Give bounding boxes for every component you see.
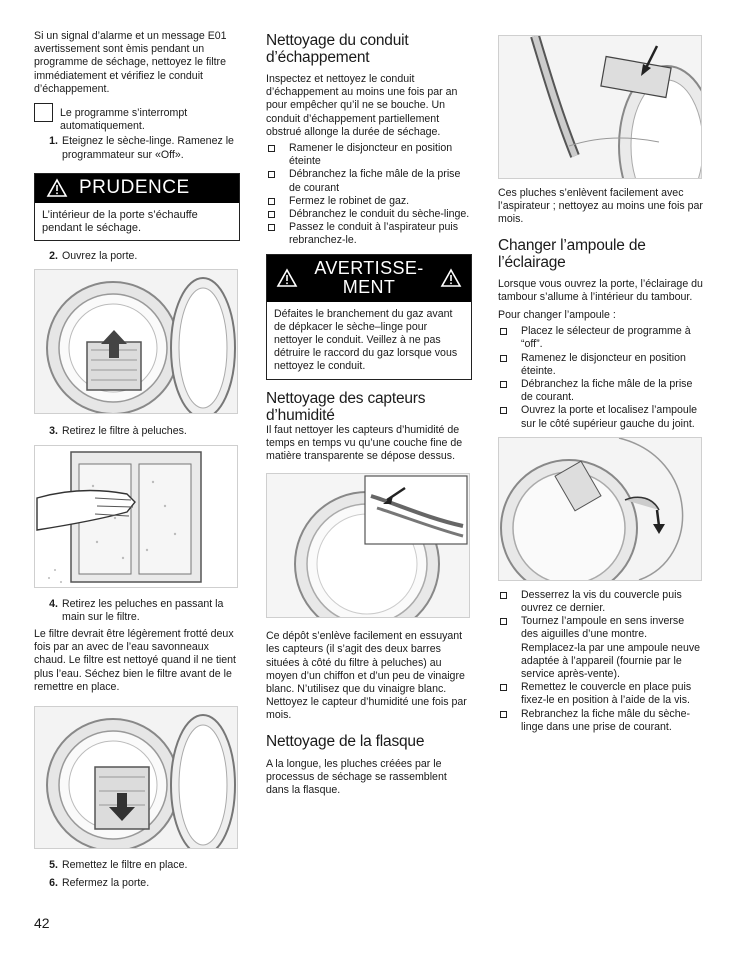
caution-box — [34, 173, 240, 241]
flasque-text: A la longue, les pluches créées par le processus de séchage se rassemblent dans la flasque. — [266, 757, 447, 797]
warning-triangle-icon — [35, 177, 79, 199]
checkbox-icon — [500, 407, 507, 414]
exhaust-duct-text: Inspectez et nettoyez le conduit d’échappement au moins une fois par an pour empêcher qu’il ne se bouche. Un conduit d’échappement partiellement obstrué allonge la durée de séchage. — [266, 73, 458, 138]
list-item: Remettez le couvercle en place puis fixez-le en position à l’aide de la vis. — [498, 681, 704, 707]
warning-triangle-icon — [431, 267, 471, 289]
list-item: Débranchez la fiche mâle de la prise de courant. — [498, 378, 704, 404]
checkbox-icon — [268, 198, 275, 205]
warning-box — [266, 254, 472, 380]
list-item: Débranchez le conduit du sèche-linge. — [266, 208, 472, 221]
step-5: 5. Remettez le filtre en place. — [49, 859, 188, 872]
warning-title: AVERTISSE- MENT — [314, 258, 424, 298]
checkbox-icon — [500, 711, 507, 718]
checkbox-icon — [500, 684, 507, 691]
heading-exhaust-duct: Nettoyage du conduit d’échappement — [266, 32, 409, 66]
filter-paragraph: Le filtre devrait être légèrement frotté deux fois par an avec de l’eau savonneaux chaud. Le filtre est nettoyé quand il ne tient plus l’eau. Séchez bien le filtre avant de le remettre en place. — [34, 628, 237, 693]
checkbox-icon — [500, 355, 507, 362]
warning-header — [267, 255, 471, 302]
warning-triangle-icon — [267, 267, 307, 289]
vacuum-caption: Ces pluches s’enlèvent facilement avec l’aspirateur ; nettoyez au moins une fois par mois. — [498, 187, 703, 226]
column-3 — [498, 35, 704, 734]
column-1 — [34, 30, 240, 890]
caution-header — [35, 174, 239, 203]
checkbox-icon — [500, 592, 507, 599]
stop-note: Le programme s’interrompt automatiquement. — [34, 103, 240, 133]
illustration-replace-filter — [34, 706, 238, 849]
step-4: 4. Retirez les peluches en passant la main sur le filtre. — [49, 597, 224, 623]
column-2 — [266, 32, 472, 797]
list-item: Ramenez le disjoncteur en position éteinte. — [498, 352, 704, 378]
step-3: 3. Retirez le filtre à peluches. — [49, 425, 187, 438]
exhaust-duct-list — [266, 142, 472, 248]
checkbox-icon — [268, 145, 275, 152]
illustration-humidity-sensors — [266, 473, 470, 618]
illustration-remove-filter — [34, 445, 238, 588]
step-2: 2. Ouvrez la porte. — [49, 250, 138, 263]
checkbox-icon — [500, 328, 507, 335]
checkbox-icon — [268, 211, 275, 218]
checkbox-icon — [268, 224, 275, 231]
illustration-lamp — [498, 437, 702, 581]
step-6: 6. Refermez la porte. — [49, 877, 150, 890]
list-item: Tournez l’ampoule en sens inverse des aiguilles d’une montre. Remplacez-la par une ampoule neuve adaptée à l’appareil (fournie par le service après-vente). — [498, 615, 704, 681]
step-1: 1. Eteignez le sèche-linge. Ramenez le programmateur sur «Off». — [49, 135, 234, 161]
list-item: Ouvrez la porte et localisez l’ampoule sur le côté supérieur gauche du joint. — [498, 404, 704, 430]
checkbox-icon — [500, 618, 507, 625]
list-item: Desserrez la vis du couvercle puis ouvrez ce dernier. — [498, 589, 704, 615]
humidity-sensors-paragraph: Ce dépôt s’enlève facilement en essuyant les capteurs (il s’agit des deux barres situées à côté du filtre à peluches) au moyen d’un chiffon et d’un peu de vinaigre blanc. N’utilisez que du vinaigre blanc. Nettoyez le capteur d’humidité une fois par mois. — [266, 630, 467, 722]
humidity-sensors-text: Il faut nettoyer les capteurs d’humidité de temps en temps vu qu’une couche fine de matière transparente se dépose dessus. — [266, 423, 463, 463]
lamp-list-1 — [498, 325, 704, 431]
list-item: Débranchez la fiche mâle de la prise de courant — [266, 168, 472, 194]
list-item: Passez le conduit à l’aspirateur puis rebranchez-le. — [266, 221, 472, 247]
caution-text: L’intérieur de la porte s’échauffe pendant le séchage. — [42, 208, 198, 235]
lamp-list-2 — [498, 589, 704, 734]
note-box-icon — [34, 103, 53, 122]
heading-flasque: Nettoyage de la flasque — [266, 732, 425, 750]
list-item: Ramener le disjoncteur en position éteinte — [266, 142, 472, 168]
caution-title: PRUDENCE — [79, 177, 190, 199]
page-number: 42 — [34, 915, 50, 931]
lamp-how-to: Pour changer l’ampoule : — [498, 309, 616, 322]
heading-humidity-sensors: Nettoyage des capteurs d’humidité — [266, 389, 426, 424]
heading-lamp: Changer l’ampoule de l’éclairage — [498, 236, 646, 271]
list-item: Fermez le robinet de gaz. — [266, 195, 472, 208]
lamp-text: Lorsque vous ouvrez la porte, l’éclairage du tambour s’allume à l’intérieur du tambour. — [498, 277, 703, 303]
list-item: Rebranchez la fiche mâle du sèche-linge dans une prise de courant. — [498, 708, 704, 734]
illustration-open-door — [34, 269, 238, 414]
illustration-vacuum-lint — [498, 35, 702, 179]
checkbox-icon — [500, 381, 507, 388]
warning-text: Défaites le branchement du gaz avant de dépkacer le sèche–linge pour nettoyer le conduit. Veillez à ne pas détruire le raccord du gaz lorsque vous nettoyez le conduit. — [274, 307, 458, 373]
checkbox-icon — [268, 171, 275, 178]
list-item: Placez le sélecteur de programme à “off”. — [498, 325, 704, 351]
alarm-intro: Si un signal d’alarme et un message E01 avertissement sont èmis pendant un programme de séchage, nettoyez le filtre immédiatement et vérifiez le conduit d’échappement. — [34, 30, 227, 95]
